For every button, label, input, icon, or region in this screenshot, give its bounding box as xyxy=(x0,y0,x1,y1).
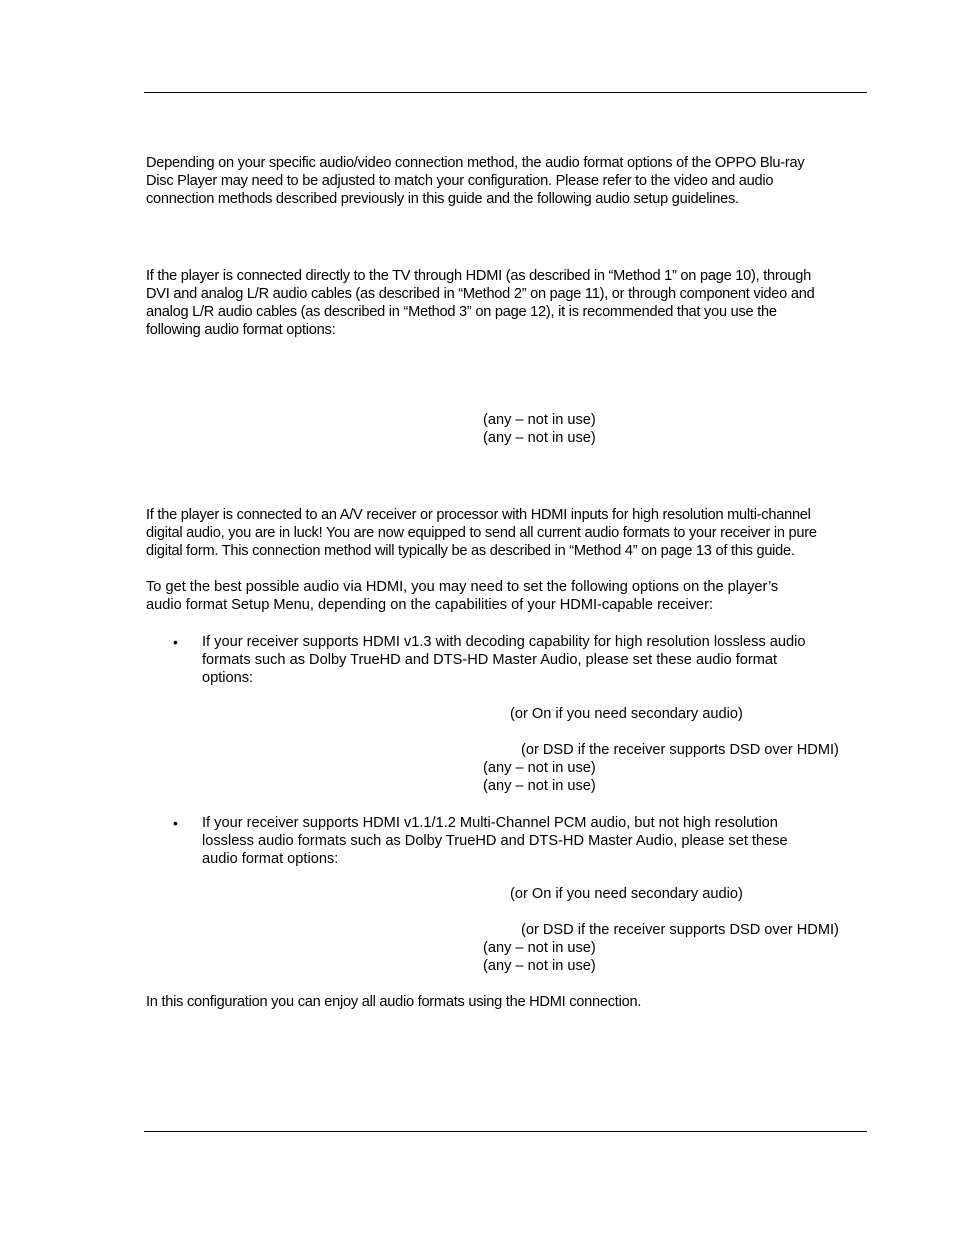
footer-rule xyxy=(144,1131,867,1132)
setup-line: audio format Setup Menu, depending on the capabilities of your HDMI-capable receiver: xyxy=(146,597,714,613)
setting-note: (any – not in use) xyxy=(483,940,596,956)
tv-connection-line: If the player is connected directly to the TV through HDMI (as described in “Method 1” on page 10), through xyxy=(146,268,811,284)
receiver-line: digital form. This connection method will typically be as described in “Method 4” on page 13 of this guide. xyxy=(146,543,795,559)
setting-note: (or DSD if the receiver supports DSD over HDMI) xyxy=(521,742,839,758)
setting-note: (any – not in use) xyxy=(483,412,596,428)
setup-line: To get the best possible audio via HDMI, you may need to set the following options on the player’s xyxy=(146,579,779,595)
setting-note: (any – not in use) xyxy=(483,958,596,974)
setting-note: (or On if you need secondary audio) xyxy=(510,886,743,902)
setting-note: (any – not in use) xyxy=(483,760,596,776)
header-rule xyxy=(144,92,867,93)
bullet-line: audio format options: xyxy=(202,851,339,867)
closing-paragraph: In this configuration you can enjoy all audio formats using the HDMI connection. xyxy=(146,994,642,1010)
bullet-marker: • xyxy=(173,815,178,831)
bullet-line: formats such as Dolby TrueHD and DTS-HD Master Audio, please set these audio format xyxy=(202,652,778,668)
setting-note: (or DSD if the receiver supports DSD over HDMI) xyxy=(521,922,839,938)
bullet-line: If your receiver supports HDMI v1.3 with decoding capability for high resolution lossless audio xyxy=(202,634,806,650)
tv-connection-line: following audio format options: xyxy=(146,322,336,338)
tv-connection-line: analog L/R audio cables (as described in “Method 3” on page 12), it is recommended that you use the xyxy=(146,304,777,320)
tv-connection-line: DVI and analog L/R audio cables (as described in “Method 2” on page 11), or through component video and xyxy=(146,286,815,302)
receiver-line: digital audio, you are in luck! You are now equipped to send all current audio formats to your receiver in pure xyxy=(146,525,817,541)
receiver-line: If the player is connected to an A/V receiver or processor with HDMI inputs for high resolution multi-channel xyxy=(146,507,811,523)
intro-line: Depending on your specific audio/video connection method, the audio format options of the OPPO Blu-ray xyxy=(146,155,805,171)
setting-note: (or On if you need secondary audio) xyxy=(510,706,743,722)
setting-note: (any – not in use) xyxy=(483,430,596,446)
bullet-line: If your receiver supports HDMI v1.1/1.2 Multi-Channel PCM audio, but not high resolution xyxy=(202,815,778,831)
bullet-marker: • xyxy=(173,634,178,650)
bullet-line: options: xyxy=(202,670,254,686)
bullet-line: lossless audio formats such as Dolby TrueHD and DTS-HD Master Audio, please set these xyxy=(202,833,788,849)
setting-note: (any – not in use) xyxy=(483,778,596,794)
intro-line: Disc Player may need to be adjusted to match your configuration. Please refer to the video and audio xyxy=(146,173,774,189)
intro-line: connection methods described previously in this guide and the following audio setup guidelines. xyxy=(146,191,739,207)
